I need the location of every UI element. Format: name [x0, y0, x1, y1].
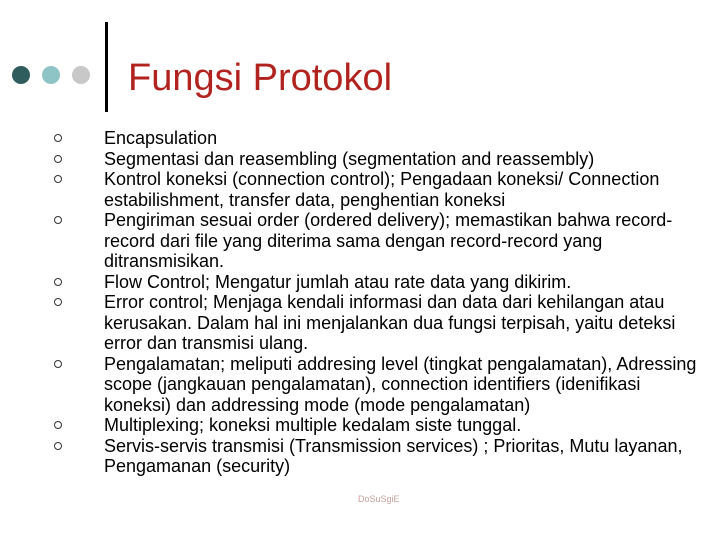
hollow-circle-bullet-icon: [54, 360, 62, 368]
title-divider-line: [105, 22, 108, 112]
bullet-text: Multiplexing; koneksi multiple kedalam siste tunggal.: [104, 415, 522, 435]
bullet-item-segmentasi: [50, 149, 710, 170]
footer-watermark-text: DoSuSgiE: [358, 494, 400, 504]
bullet-text: Pengiriman sesuai order (ordered delivery); memastikan bahwa record-record dari file yang diterima sama dengan record-record yang ditransmisikan.: [104, 210, 673, 271]
slide-title: Fungsi Protokol: [128, 57, 393, 99]
bullet-item-kontrol-koneksi: [50, 169, 710, 210]
bullet-item-flow-control: [50, 272, 710, 293]
bullet-text: Error control; Menjaga kendali informasi dan data dari kehilangan atau kerusakan. Dalam hal ini menjalankan dua fungsi terpisah, yaitu deteksi error dan transmisi ulang.: [104, 292, 676, 353]
hollow-circle-bullet-icon: [54, 278, 62, 286]
bullet-item-multiplexing: [50, 415, 710, 436]
hollow-circle-bullet-icon: [54, 155, 62, 163]
bullet-item-pengalamatan: [50, 354, 710, 416]
decorative-dot-dark: [12, 66, 30, 84]
hollow-circle-bullet-icon: [54, 298, 62, 306]
bullet-item-encapsulation: [50, 128, 710, 149]
bullet-text: Kontrol koneksi (connection control); Pengadaan koneksi/ Connection estabilishment, transfer data, penghentian koneksi: [104, 169, 660, 210]
bullet-text: Encapsulation: [104, 128, 218, 148]
bullet-item-servis-transmisi: [50, 436, 710, 477]
bullet-text: Flow Control; Mengatur jumlah atau rate data yang dikirim.: [104, 271, 572, 292]
hollow-circle-bullet-icon: [54, 175, 62, 183]
hollow-circle-bullet-icon: [54, 421, 62, 429]
hollow-circle-bullet-icon: [54, 134, 62, 142]
hollow-circle-bullet-icon: [54, 216, 62, 224]
bullet-text: Segmentasi dan reasembling (segmentation and reassembly): [104, 148, 595, 169]
bullet-text: Servis-servis transmisi (Transmission services) ; Prioritas, Mutu layanan, Pengamanan (security): [104, 435, 683, 476]
bullet-list: [50, 128, 710, 477]
bullet-item-pengiriman: [50, 210, 710, 272]
bullet-item-error-control: [50, 292, 710, 354]
bullet-text: Pengalamatan; meliputi addresing level (tingkat pengalamatan), Adressing scope (jangkauan pengalamatan), connection identifiers (idenifikasi koneksi) dan addressing mode (mode pengalamatan): [104, 353, 697, 415]
hollow-circle-bullet-icon: [54, 442, 62, 450]
decorative-dot-teal: [42, 66, 60, 84]
decorative-dot-gray: [72, 66, 90, 84]
